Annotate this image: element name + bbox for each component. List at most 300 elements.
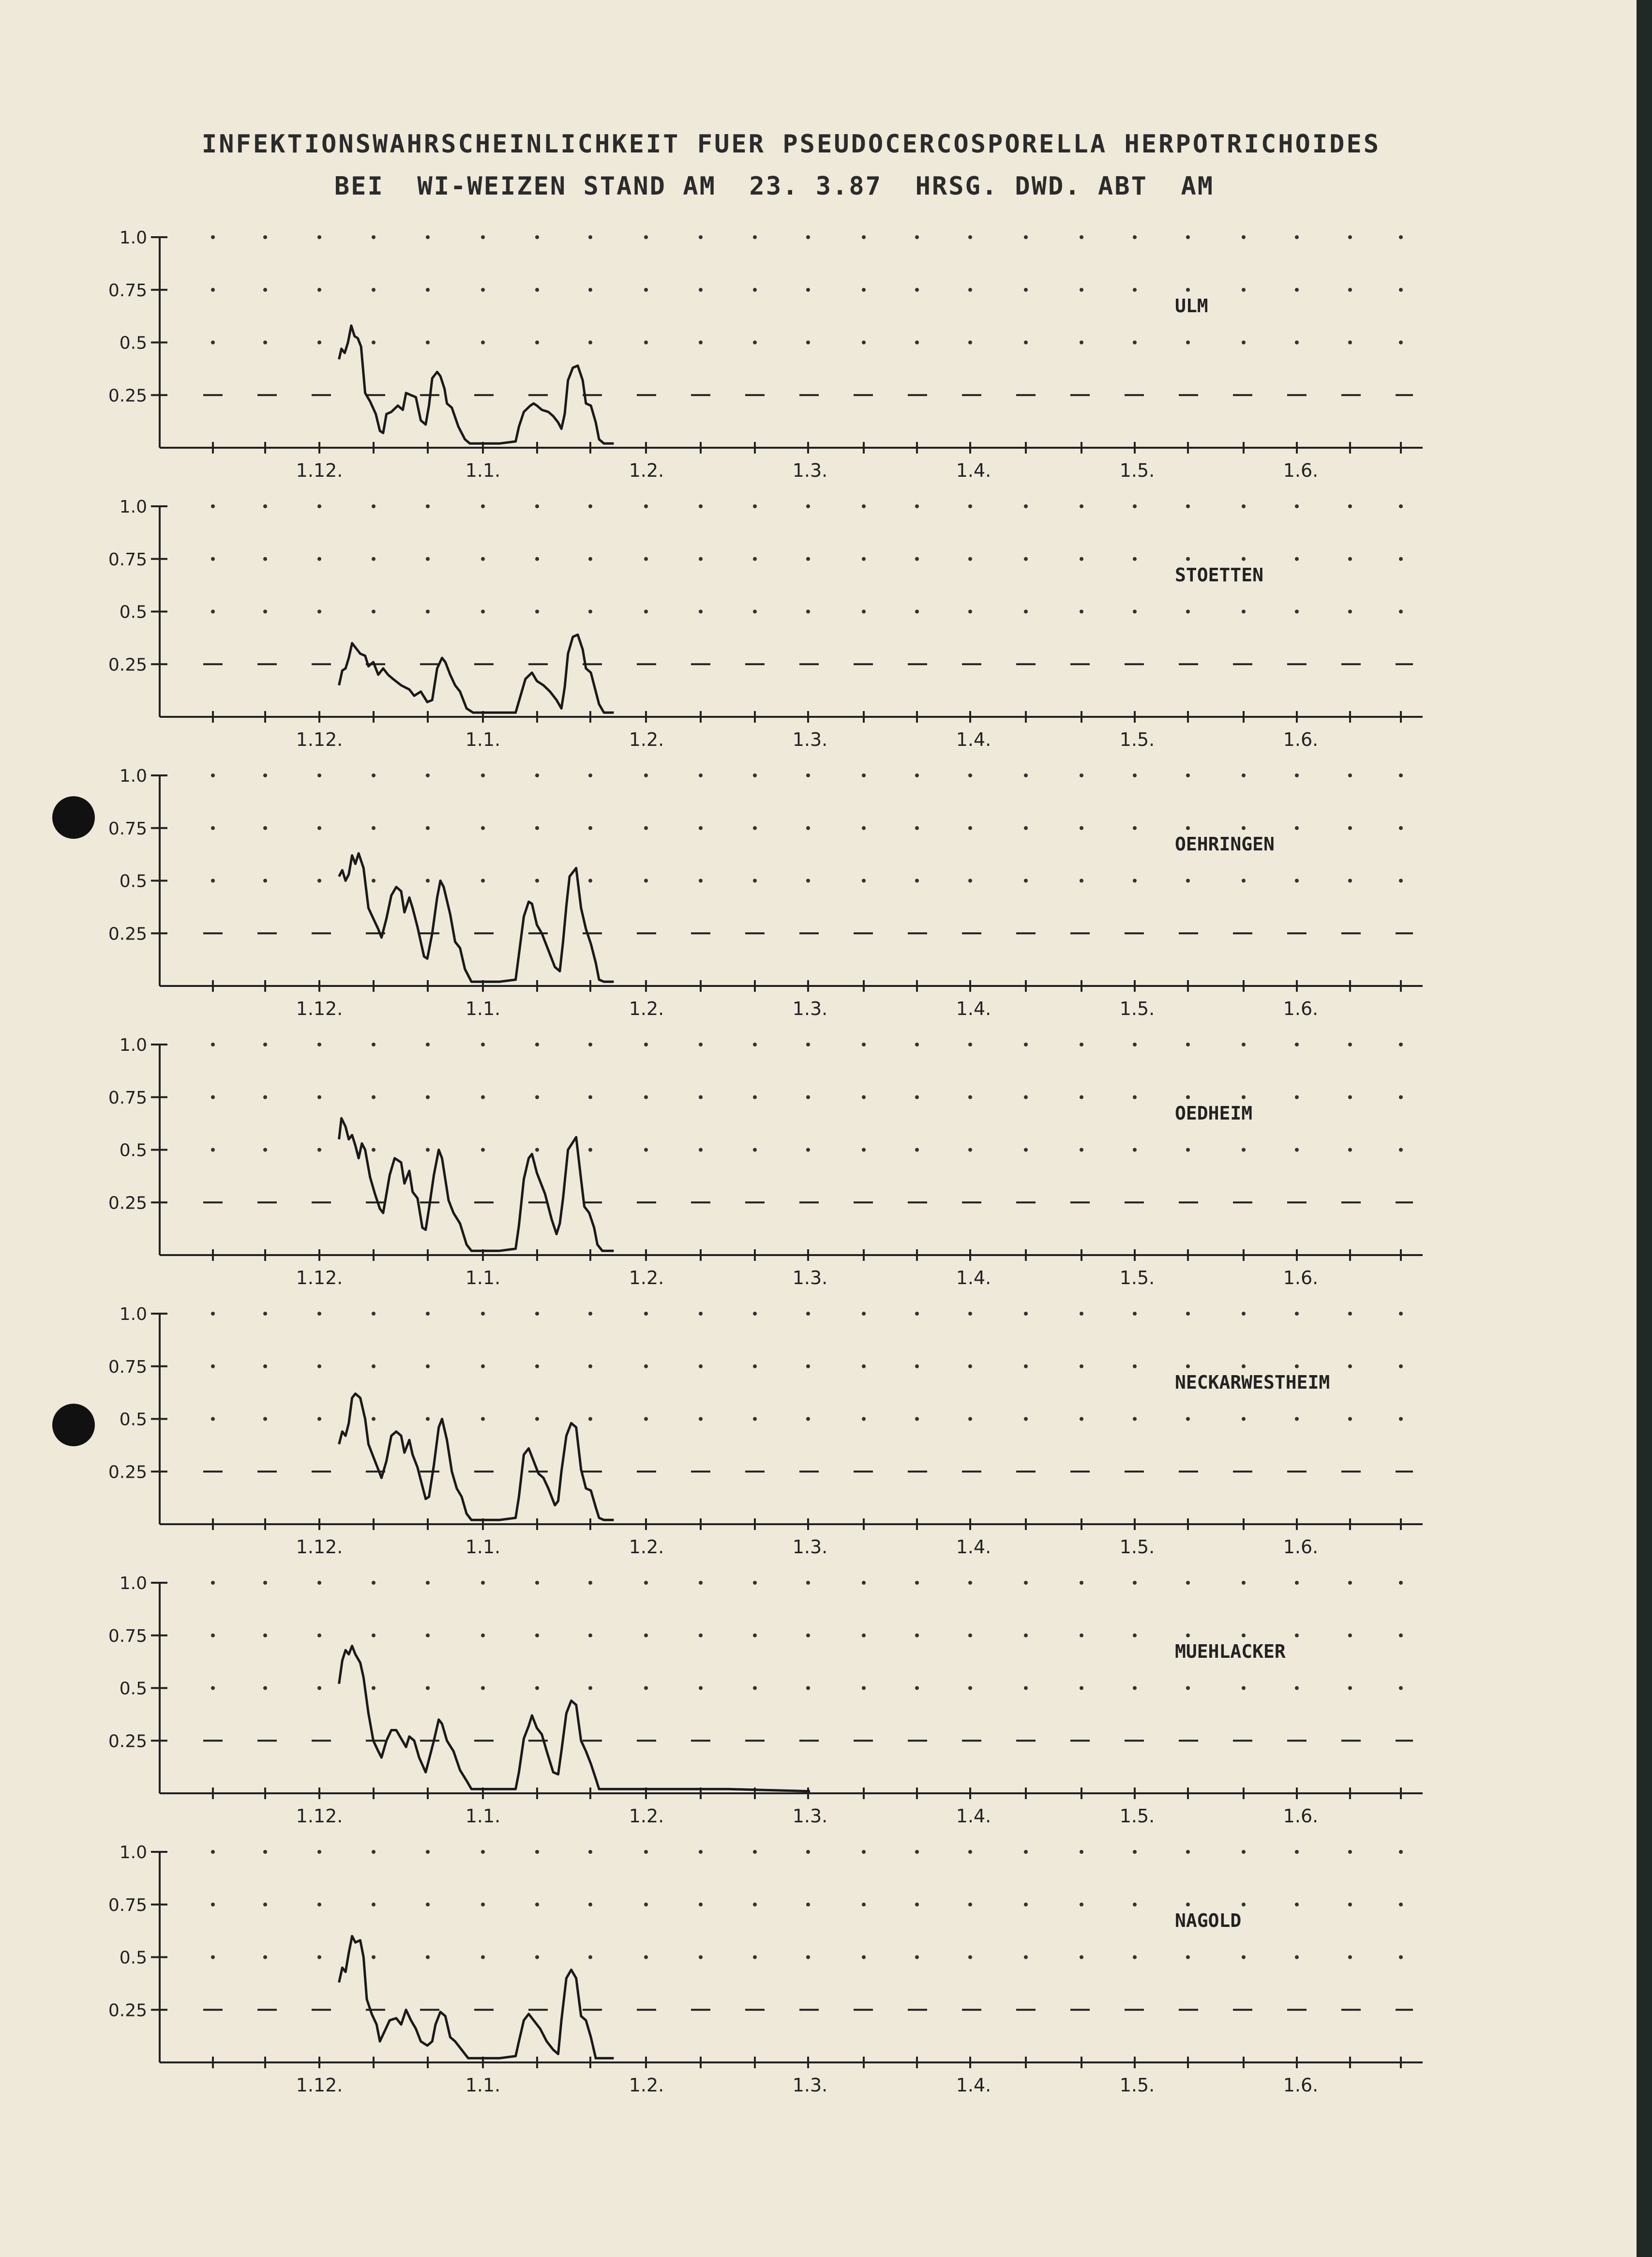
y-tick-label: 0.5: [119, 1409, 147, 1430]
grid-dot: [263, 610, 267, 614]
grid-dot: [644, 1148, 648, 1152]
x-tick-label: 1.6.: [1283, 998, 1319, 1019]
grid-dot: [211, 1364, 215, 1368]
grid-dot: [753, 235, 757, 239]
x-tick-label: 1.1.: [465, 998, 501, 1019]
grid-dot: [862, 1850, 866, 1854]
grid-dot: [1348, 557, 1352, 561]
grid-dot: [588, 1095, 592, 1099]
x-tick-label: 1.5.: [1119, 460, 1155, 481]
grid-dot: [588, 235, 592, 239]
grid-dot: [1186, 235, 1190, 239]
grid-dot: [699, 1043, 703, 1046]
grid-dot: [588, 1850, 592, 1854]
y-tick-label: 0.5: [119, 1140, 147, 1161]
grid-dot: [968, 1043, 972, 1046]
grid-dot: [753, 1686, 757, 1690]
grid-dot: [317, 288, 321, 292]
grid-dot: [1348, 1148, 1352, 1152]
grid-dot: [915, 1148, 919, 1152]
punch-hole: [52, 1404, 95, 1446]
grid-dot: [372, 610, 375, 614]
grid-dot: [263, 1634, 267, 1637]
grid-dot: [644, 1312, 648, 1316]
x-tick-label: 1.6.: [1283, 2075, 1319, 2096]
grid-dot: [862, 504, 866, 508]
grid-dot: [1295, 504, 1299, 508]
grid-dot: [1242, 1850, 1246, 1854]
x-tick-label: 1.5.: [1119, 1805, 1155, 1827]
grid-dot: [753, 879, 757, 883]
y-tick-label: 1.0: [119, 1035, 147, 1055]
grid-dot: [1242, 1581, 1246, 1585]
grid-dot: [862, 1364, 866, 1368]
grid-dot: [1348, 773, 1352, 777]
station-label: OEHRINGEN: [1175, 833, 1275, 855]
grid-dot: [1133, 288, 1137, 292]
series-line: [339, 1936, 614, 2058]
grid-dot: [211, 1581, 215, 1585]
grid-dot: [1080, 1312, 1083, 1316]
grid-dot: [1080, 826, 1083, 830]
chart-subtitle: BEI WI-WEIZEN STAND AM 23. 3.87 HRSG. DWD. ABT AM: [334, 172, 1215, 201]
x-tick-label: 1.2.: [629, 1267, 664, 1288]
page-edge: [1637, 0, 1652, 2257]
grid-dot: [317, 1312, 321, 1316]
grid-dot: [481, 1312, 485, 1316]
grid-dot: [481, 1850, 485, 1854]
grid-dot: [862, 1312, 866, 1316]
grid-dot: [1186, 1043, 1190, 1046]
x-tick-label: 1.3.: [792, 2075, 828, 2096]
grid-dot: [1186, 504, 1190, 508]
grid-dot: [426, 557, 430, 561]
grid-dot: [426, 1095, 430, 1099]
grid-dot: [806, 1417, 810, 1421]
grid-dot: [968, 288, 972, 292]
grid-dot: [481, 1148, 485, 1152]
grid-dot: [211, 1095, 215, 1099]
grid-dot: [1399, 610, 1403, 614]
grid-dot: [915, 1903, 919, 1907]
grid-dot: [211, 1955, 215, 1959]
grid-dot: [1295, 1581, 1299, 1585]
grid-dot: [806, 1686, 810, 1690]
grid-dot: [1399, 557, 1403, 561]
grid-dot: [1133, 879, 1137, 883]
x-tick-label: 1.2.: [629, 2075, 664, 2096]
grid-dot: [481, 1581, 485, 1585]
grid-dot: [317, 341, 321, 345]
grid-dot: [1133, 1364, 1137, 1368]
grid-dot: [915, 235, 919, 239]
grid-dot: [1133, 1955, 1137, 1959]
grid-dot: [1024, 773, 1028, 777]
grid-dot: [535, 341, 539, 345]
grid-dot: [699, 1686, 703, 1690]
grid-dot: [968, 1095, 972, 1099]
x-tick-label: 1.2.: [629, 1536, 664, 1558]
y-tick-label: 1.0: [119, 1574, 147, 1593]
grid-dot: [535, 1364, 539, 1368]
grid-dot: [1024, 1043, 1028, 1046]
grid-dot: [1242, 1364, 1246, 1368]
grid-dot: [862, 557, 866, 561]
grid-dot: [535, 288, 539, 292]
y-tick-label: 0.25: [108, 2000, 147, 2021]
grid-dot: [753, 1903, 757, 1907]
grid-dot: [644, 1095, 648, 1099]
grid-dot: [372, 1903, 375, 1907]
grid-dot: [862, 1955, 866, 1959]
y-tick-label: 0.5: [119, 602, 147, 622]
grid-dot: [968, 1581, 972, 1585]
grid-dot: [968, 235, 972, 239]
x-tick-label: 1.4.: [956, 1267, 991, 1288]
grid-dot: [644, 1686, 648, 1690]
grid-dot: [968, 826, 972, 830]
grid-dot: [862, 826, 866, 830]
grid-dot: [211, 1417, 215, 1421]
grid-dot: [862, 879, 866, 883]
grid-dot: [535, 879, 539, 883]
grid-dot: [535, 504, 539, 508]
grid-dot: [1242, 288, 1246, 292]
grid-dot: [753, 1634, 757, 1637]
grid-dot: [1133, 1148, 1137, 1152]
grid-dot: [1186, 1417, 1190, 1421]
grid-dot: [968, 341, 972, 345]
grid-dot: [211, 1634, 215, 1637]
y-tick-label: 1.0: [119, 1843, 147, 1863]
grid-dot: [588, 1903, 592, 1907]
grid-dot: [753, 557, 757, 561]
x-tick-label: 1.6.: [1283, 729, 1319, 750]
grid-dot: [426, 1634, 430, 1637]
grid-dot: [588, 288, 592, 292]
grid-dot: [1399, 773, 1403, 777]
grid-dot: [1024, 1312, 1028, 1316]
grid-dot: [535, 1686, 539, 1690]
grid-dot: [753, 1043, 757, 1046]
grid-dot: [806, 1581, 810, 1585]
y-tick-label: 0.5: [119, 1679, 147, 1699]
grid-dot: [372, 1148, 375, 1152]
grid-dot: [699, 610, 703, 614]
grid-dot: [211, 235, 215, 239]
grid-dot: [915, 504, 919, 508]
x-tick-label: 1.6.: [1283, 1267, 1319, 1288]
grid-dot: [699, 1417, 703, 1421]
grid-dot: [753, 826, 757, 830]
grid-dot: [317, 504, 321, 508]
grid-dot: [1133, 504, 1137, 508]
grid-dot: [1399, 1850, 1403, 1854]
grid-dot: [699, 879, 703, 883]
grid-dot: [263, 1148, 267, 1152]
series-line: [339, 326, 614, 444]
x-tick-label: 1.5.: [1119, 1267, 1155, 1288]
grid-dot: [1080, 504, 1083, 508]
grid-dot: [1080, 1043, 1083, 1046]
grid-dot: [1080, 1903, 1083, 1907]
grid-dot: [1133, 610, 1137, 614]
grid-dot: [1024, 1686, 1028, 1690]
grid-dot: [426, 1364, 430, 1368]
grid-dot: [699, 1955, 703, 1959]
grid-dot: [1295, 773, 1299, 777]
y-tick-label: 0.5: [119, 333, 147, 353]
grid-dot: [481, 879, 485, 883]
grid-dot: [317, 1955, 321, 1959]
grid-dot: [806, 1955, 810, 1959]
grid-dot: [263, 1686, 267, 1690]
grid-dot: [263, 1955, 267, 1959]
grid-dot: [211, 1312, 215, 1316]
grid-dot: [263, 1903, 267, 1907]
x-tick-label: 1.6.: [1283, 460, 1319, 481]
grid-dot: [699, 1095, 703, 1099]
grid-dot: [1242, 1417, 1246, 1421]
x-tick-label: 1.2.: [629, 729, 664, 750]
grid-dot: [1399, 1095, 1403, 1099]
grid-dot: [1348, 235, 1352, 239]
grid-dot: [535, 773, 539, 777]
chart-title: INFEKTIONSWAHRSCHEINLICHKEIT FUER PSEUDOCERCOSPORELLA HERPOTRICHOIDES: [201, 130, 1381, 159]
grid-dot: [372, 879, 375, 883]
y-tick-label: 1.0: [119, 766, 147, 786]
y-tick-label: 0.75: [108, 1626, 147, 1646]
grid-dot: [1186, 1634, 1190, 1637]
station-label: ULM: [1175, 295, 1208, 317]
grid-dot: [644, 504, 648, 508]
y-tick-label: 0.75: [108, 1895, 147, 1915]
station-label: STOETTEN: [1175, 564, 1264, 586]
grid-dot: [211, 1686, 215, 1690]
grid-dot: [535, 1148, 539, 1152]
grid-dot: [1295, 610, 1299, 614]
grid-dot: [1080, 610, 1083, 614]
grid-dot: [1348, 610, 1352, 614]
grid-dot: [1080, 1686, 1083, 1690]
grid-dot: [915, 879, 919, 883]
grid-dot: [481, 235, 485, 239]
grid-dot: [372, 1955, 375, 1959]
grid-dot: [753, 1312, 757, 1316]
grid-dot: [1024, 1903, 1028, 1907]
x-tick-label: 1.4.: [956, 1536, 991, 1558]
grid-dot: [1024, 288, 1028, 292]
grid-dot: [1133, 1686, 1137, 1690]
grid-dot: [263, 235, 267, 239]
grid-dot: [1348, 1095, 1352, 1099]
grid-dot: [1242, 773, 1246, 777]
grid-dot: [426, 879, 430, 883]
y-tick-label: 0.25: [108, 1462, 147, 1483]
grid-dot: [1242, 1312, 1246, 1316]
grid-dot: [1399, 235, 1403, 239]
grid-dot: [426, 1903, 430, 1907]
grid-dot: [862, 288, 866, 292]
x-tick-label: 1.1.: [465, 1536, 501, 1558]
grid-dot: [588, 1417, 592, 1421]
grid-dot: [1348, 1312, 1352, 1316]
grid-dot: [1186, 341, 1190, 345]
grid-dot: [806, 1364, 810, 1368]
grid-dot: [699, 1850, 703, 1854]
grid-dot: [211, 288, 215, 292]
grid-dot: [915, 1850, 919, 1854]
x-tick-label: 1.6.: [1283, 1536, 1319, 1558]
grid-dot: [699, 1634, 703, 1637]
grid-dot: [862, 341, 866, 345]
grid-dot: [317, 1634, 321, 1637]
grid-dot: [1399, 1686, 1403, 1690]
grid-dot: [1348, 1850, 1352, 1854]
y-tick-label: 0.75: [108, 1357, 147, 1377]
grid-dot: [426, 235, 430, 239]
grid-dot: [753, 1581, 757, 1585]
grid-dot: [1295, 826, 1299, 830]
grid-dot: [263, 288, 267, 292]
grid-dot: [1186, 1903, 1190, 1907]
series-line: [339, 853, 614, 982]
grid-dot: [1295, 1148, 1299, 1152]
grid-dot: [588, 879, 592, 883]
grid-dot: [1348, 504, 1352, 508]
y-tick-label: 0.5: [119, 871, 147, 892]
grid-dot: [1024, 610, 1028, 614]
grid-dot: [753, 1955, 757, 1959]
grid-dot: [426, 826, 430, 830]
series-line: [339, 1394, 614, 1520]
grid-dot: [699, 557, 703, 561]
grid-dot: [426, 1955, 430, 1959]
y-tick-label: 0.25: [108, 655, 147, 675]
y-tick-label: 0.75: [108, 549, 147, 570]
grid-dot: [426, 288, 430, 292]
grid-dot: [263, 1312, 267, 1316]
grid-dot: [426, 773, 430, 777]
grid-dot: [1348, 826, 1352, 830]
grid-dot: [535, 1581, 539, 1585]
grid-dot: [968, 1312, 972, 1316]
grid-dot: [862, 1043, 866, 1046]
grid-dot: [1242, 879, 1246, 883]
grid-dot: [1080, 235, 1083, 239]
grid-dot: [481, 610, 485, 614]
x-tick-label: 1.5.: [1119, 998, 1155, 1019]
grid-dot: [1186, 288, 1190, 292]
grid-dot: [317, 1850, 321, 1854]
y-tick-label: 1.0: [119, 497, 147, 517]
x-tick-label: 1.5.: [1119, 1536, 1155, 1558]
grid-dot: [481, 773, 485, 777]
grid-dot: [699, 773, 703, 777]
grid-dot: [915, 610, 919, 614]
grid-dot: [1348, 1417, 1352, 1421]
grid-dot: [372, 504, 375, 508]
grid-dot: [1399, 1043, 1403, 1046]
grid-dot: [1080, 1955, 1083, 1959]
grid-dot: [1080, 1095, 1083, 1099]
grid-dot: [806, 1148, 810, 1152]
grid-dot: [1295, 1850, 1299, 1854]
x-tick-label: 1.3.: [792, 1267, 828, 1288]
grid-dot: [211, 1903, 215, 1907]
grid-dot: [263, 1364, 267, 1368]
grid-dot: [968, 504, 972, 508]
grid-dot: [1399, 1634, 1403, 1637]
grid-dot: [644, 1903, 648, 1907]
grid-dot: [588, 1148, 592, 1152]
grid-dot: [806, 557, 810, 561]
grid-dot: [1242, 341, 1246, 345]
grid-dot: [1295, 1364, 1299, 1368]
grid-dot: [481, 557, 485, 561]
grid-dot: [263, 504, 267, 508]
grid-dot: [372, 1043, 375, 1046]
grid-dot: [263, 1043, 267, 1046]
grid-dot: [588, 1043, 592, 1046]
grid-dot: [915, 1364, 919, 1368]
grid-dot: [753, 1095, 757, 1099]
grid-dot: [699, 1581, 703, 1585]
x-tick-label: 1.3.: [792, 460, 828, 481]
grid-dot: [481, 341, 485, 345]
grid-dot: [1186, 773, 1190, 777]
grid-dot: [806, 610, 810, 614]
grid-dot: [1348, 288, 1352, 292]
grid-dot: [1024, 1850, 1028, 1854]
grid-dot: [1133, 1581, 1137, 1585]
grid-dot: [915, 557, 919, 561]
grid-dot: [263, 1095, 267, 1099]
x-tick-label: 1.12.: [296, 460, 343, 481]
grid-dot: [806, 288, 810, 292]
x-tick-label: 1.3.: [792, 729, 828, 750]
grid-dot: [263, 826, 267, 830]
grid-dot: [753, 288, 757, 292]
grid-dot: [644, 1581, 648, 1585]
grid-dot: [1080, 1850, 1083, 1854]
grid-dot: [915, 826, 919, 830]
grid-dot: [1133, 1850, 1137, 1854]
grid-dot: [588, 1581, 592, 1585]
grid-dot: [211, 879, 215, 883]
grid-dot: [588, 1634, 592, 1637]
grid-dot: [1024, 1095, 1028, 1099]
grid-dot: [644, 879, 648, 883]
x-tick-label: 1.1.: [465, 1267, 501, 1288]
grid-dot: [699, 1903, 703, 1907]
grid-dot: [806, 1095, 810, 1099]
grid-dot: [862, 1581, 866, 1585]
grid-dot: [753, 1148, 757, 1152]
grid-dot: [699, 826, 703, 830]
grid-dot: [481, 1903, 485, 1907]
grid-dot: [915, 1634, 919, 1637]
grid-dot: [481, 826, 485, 830]
grid-dot: [1295, 1043, 1299, 1046]
grid-dot: [644, 1043, 648, 1046]
grid-dot: [699, 288, 703, 292]
grid-dot: [1024, 1634, 1028, 1637]
grid-dot: [699, 1312, 703, 1316]
grid-dot: [1348, 1043, 1352, 1046]
grid-dot: [535, 1955, 539, 1959]
grid-dot: [211, 773, 215, 777]
